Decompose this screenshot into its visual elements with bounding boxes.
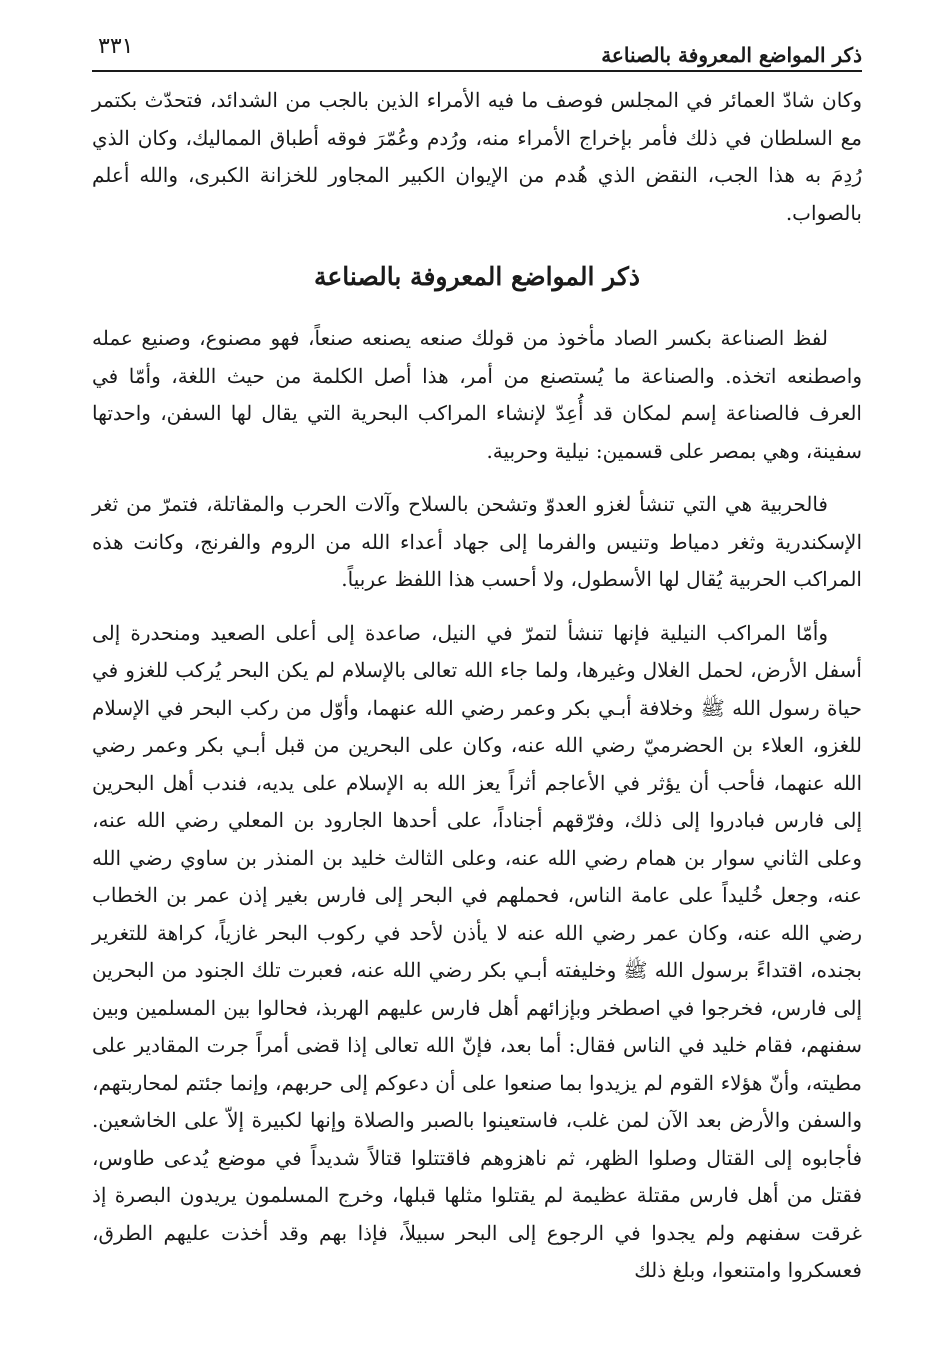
paragraph-3: فالحربية هي التي تنشأ لغزو العدوّ وتشحن بالسلاح وآلات الحرب والمقاتلة، فتمرّ من ثغر الإسكندرية وثغر دمياط وتنيس والفرما إلى جهاد أعداء الله من الروم والفرنج، وكانت هذه المراكب الحربية يُقال لها الأسطول، ولا أحسب هذا اللفظ عربياً.: [92, 492, 862, 591]
running-header: [92, 28, 862, 72]
paragraph-4: وأمّا المراكب النيلية فإنها تنشأ لتمرّ في النيل، صاعدة إلى أعلى الصعيد ومنحدرة إلى أسفل الأرض، لحمل الغلال وغيرها، ولما جاء الله تعالى بالإسلام لم يكن البحر يُركب للغزو في حياة رسول الله ﷺ وخلافة أبـي بكر وعمر رضي الله عنهما، وأوّل من ركب البحر في الإسلام للغزو، العلاء بن الحضرميّ رضي الله عنه، وكان على البحرين من قبل أبـي بكر وعمر رضي الله عنهما، فأحب أن يؤثر في الأعاجم أثراً يعز الله به الإسلام على يديه، فندب أهل البحرين إلى فارس فبادروا إلى ذلك، وفرّقهم أجناداً، على أحدها الجارود بن المعلي رضي الله عنه، وعلى الثاني سوار بن همام رضي الله عنه، وعلى الثالث خليد بن المنذر بن ساوي رضي الله عنه، وجعل خُليداً على عامة الناس، فحملهم في البحر إلى فارس بغير إذن عمر بن الخطاب رضي الله عنه، وكان عمر رضي الله عنه لا يأذن لأحد في ركوب البحر غازياً، كراهة للتغرير بجنده، اقتداءً برسول الله ﷺ وخليفته أبـي بكر رضي الله عنه، فعبرت تلك الجنود من البحرين إلى فارس، فخرجوا في اصطخر وبإزائهم أهل فارس عليهم الهربذ، فحالوا بين المسلمين وبين سفنهم، فقام خليد في الناس فقال: أما بعد، فإنّ الله تعالى إذا قضى أمراً جرت المقادير على مطيته، وأنّ هؤلاء القوم لم يزيدوا بما صنعوا على أن دعوكم إلى حربهم، وإنما جئتم لمحاربتهم، والسفن والأرض بعد الآن لمن غلب، فاستعينوا بالصبر والصلاة وإنها لكبيرة إلاّ على الخاشعين. فأجابوه إلى القتال وصلوا الظهر، ثم ناهزوهم فاقتتلوا قتالاً شديداً في موضع يُدعى طاوس، فقتل من أهل فارس مقتلة عظيمة لم يقتلوا مثلها قبلها، وخرج المسلمون يريدون البصرة إذ غرقت سفنهم ولم يجدوا في الرجوع إلى البحر سبيلاً، فإذا بهم وقد أخذت عليهم الطرق، فعسكروا وامتنعوا، وبلغ ذلك: [92, 620, 863, 1282]
paragraph-1: وكان شادّ العمائر في المجلس فوصف ما فيه الأمراء الذين بالجب من الشدائد، فتحدّث بكتمر مع السلطان في ذلك فأمر بإخراج الأمراء منه، ورُدم وعُمّرَ فوقه أطباق المماليك، وكان الذي رُدِمَ به هذا الجب، النقض الذي هُدم من الإيوان الكبير المجاور للخزانة الكبرى، والله أعلم بالصواب.: [92, 88, 862, 225]
book-page: [92, 28, 862, 1338]
paragraph-2: لفظ الصناعة بكسر الصاد مأخوذ من قولك صنعه يصنعه صنعاً، فهو مصنوع، وصنيع عمله واصطنعه اتخذه. والصناعة ما يُستصنع من أمر، هذا أصل الكلمة من حيث اللغة، وأمّا في العرف فالصناعة إسم لمكان قد أُعِدّ لإنشاء المراكب البحرية التي يقال لها السفن، واحدتها سفينة، وهي بمصر على قسمين: نيلية وحربية.: [92, 326, 862, 463]
page-number: ٣٣١: [98, 34, 134, 59]
running-title: ذكر المواضع المعروفة بالصناعة: [601, 43, 862, 67]
section-heading: ذكر المواضع المعروفة بالصناعة: [313, 262, 640, 291]
